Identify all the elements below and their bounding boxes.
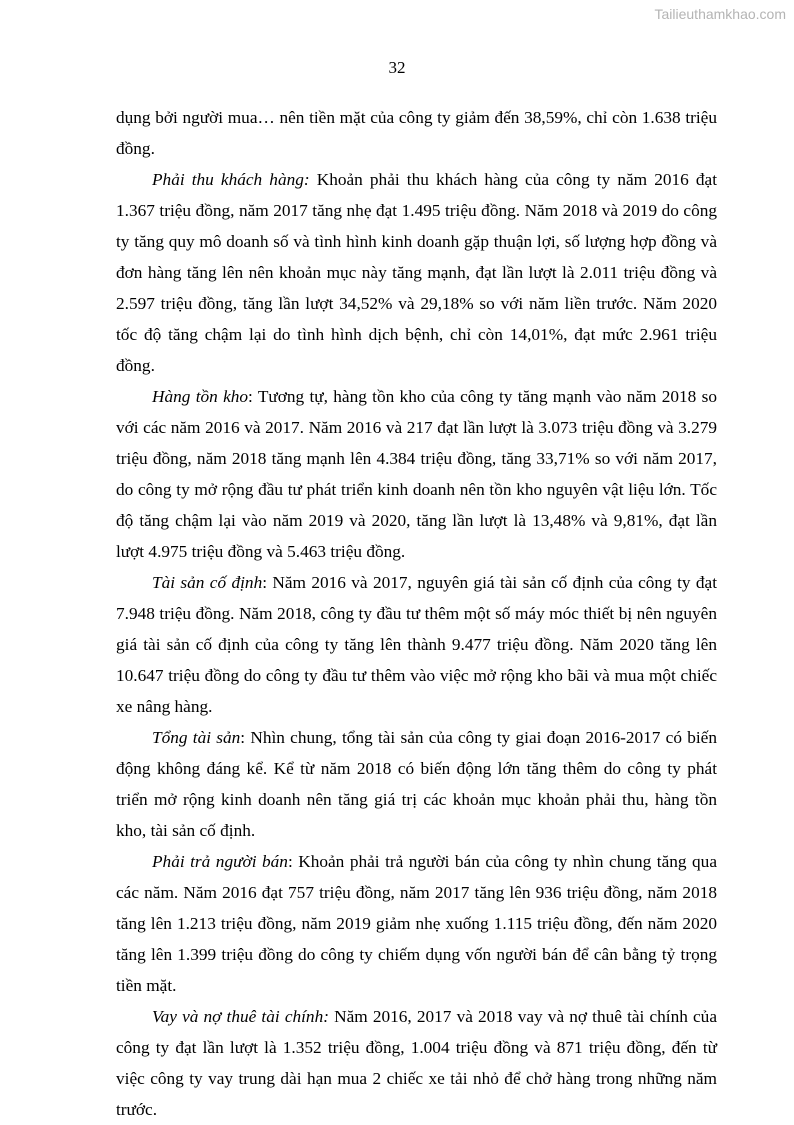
paragraph-inventory	[116, 381, 717, 567]
term-inventory: Hàng tồn kho	[152, 387, 249, 406]
paragraph-text: Khoản phải thu khách hàng của công ty năm 2016 đạt 1.367 triệu đồng, năm 2017 tăng nhẹ đạt 1.495 triệu đồng. Năm 2018 và 2019 do công ty tăng quy mô doanh số và tình hình kinh doanh gặp thuận lợi, số lượng hợp đồng và đơn hàng tăng lên nên khoản mục này tăng mạnh, đạt lần lượt là 2.011 triệu đồng và 2.597 triệu đồng, tăng lần lượt 34,52% và 29,18% so với năm liền trước. Năm 2020 tốc độ tăng chậm lại do tình hình dịch bệnh, chỉ còn 14,01%, đạt mức 2.961 triệu đồng.	[116, 170, 717, 375]
term-loans: Vay và nợ thuê tài chính:	[152, 1007, 329, 1026]
paragraph-text: : Nhìn chung, tổng tài sản của công ty giai đoạn 2016-2017 có biến động không đáng kể. Kể từ năm 2018 có biến động lớn tăng thêm do công ty phát triển mở rộng kinh doanh nên tăng giá trị các khoản mục khoản phải thu, hàng tồn kho, tài sản cố định.	[116, 728, 717, 840]
paragraph-text: dụng bởi người mua… nên tiền mặt của công ty giảm đến 38,59%, chỉ còn 1.638 triệu đồng.	[116, 108, 717, 158]
document-body	[116, 102, 717, 1125]
paragraph-text: : Tương tự, hàng tồn kho của công ty tăng mạnh vào năm 2018 so với các năm 2016 và 2017. Năm 2016 và 217 đạt lần lượt là 3.073 triệu đồng và 3.279 triệu đồng, năm 2018 tăng mạnh lên 4.384 triệu đồng, tăng 33,71% so với năm 2017, do công ty mở rộng đầu tư phát triển kinh doanh nên tồn kho nguyên vật liệu lớn. Tốc độ tăng chậm lại vào năm 2019 và 2020, tăng lần lượt là 13,48% và 9,81%, đạt lần lượt 4.975 triệu đồng và 5.463 triệu đồng.	[116, 387, 717, 561]
paragraph-cash-continuation	[116, 102, 717, 164]
term-fixed-assets: Tài sản cố định	[152, 573, 263, 592]
term-total-assets: Tổng tài sản	[152, 728, 241, 747]
term-payables: Phải trả người bán	[152, 852, 288, 871]
term-receivables: Phải thu khách hàng:	[152, 170, 310, 189]
paragraph-payables	[116, 846, 717, 1001]
paragraph-text: Năm 2016, 2017 và 2018 vay và nợ thuê tài chính của công ty đạt lần lượt là 1.352 triệu đồng, 1.004 triệu đồng và 871 triệu đồng, đến từ việc công ty vay trung dài hạn mua 2 chiếc xe tải nhỏ để chở hàng trong những năm trước.	[116, 1007, 717, 1119]
paragraph-loans	[116, 1001, 717, 1125]
page-number: 32	[388, 58, 406, 77]
watermark-text: Tailieuthamkhao.com	[654, 6, 786, 22]
paragraph-total-assets	[116, 722, 717, 846]
paragraph-fixed-assets	[116, 567, 717, 722]
paragraph-receivables	[116, 164, 717, 381]
paragraph-text: : Khoản phải trả người bán của công ty nhìn chung tăng qua các năm. Năm 2016 đạt 757 triệu đồng, năm 2017 tăng lên 936 triệu đồng, năm 2018 tăng lên 1.213 triệu đồng, năm 2019 giảm nhẹ xuống 1.115 triệu đồng, đến năm 2020 tăng lên 1.399 triệu đồng do công ty chiếm dụng vốn người bán để cân bằng tỷ trọng tiền mặt.	[116, 852, 717, 995]
paragraph-text: : Năm 2016 và 2017, nguyên giá tài sản cố định của công ty đạt 7.948 triệu đồng. Năm 2018, công ty đầu tư thêm một số máy móc thiết bị nên nguyên giá tài sản cố định của công ty tăng lên thành 9.477 triệu đồng. Năm 2020 tăng lên 10.647 triệu đồng do công ty đầu tư thêm vào việc mở rộng kho bãi và mua một chiếc xe nâng hàng.	[116, 573, 718, 716]
